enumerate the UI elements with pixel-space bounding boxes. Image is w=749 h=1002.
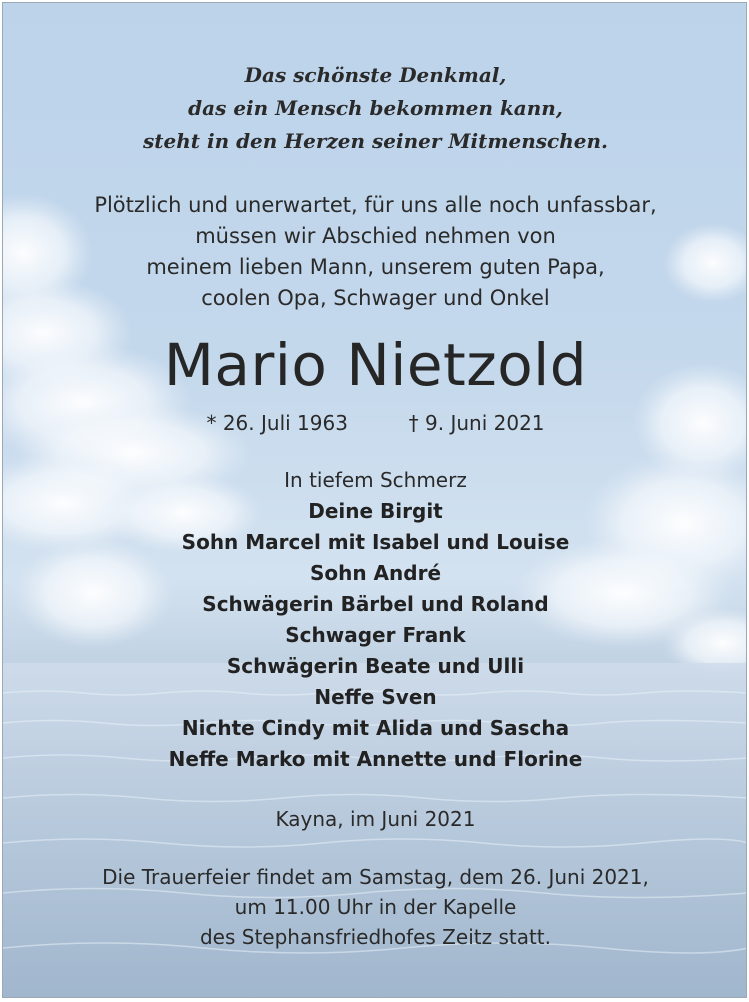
mourner-4: Schwägerin Bärbel und Roland — [202, 592, 549, 616]
life-dates — [3, 411, 747, 435]
quote-line-3: steht in den Herzen seiner Mitmenschen. — [143, 129, 608, 153]
quote-line-1: Das schönste Denkmal, — [244, 63, 507, 87]
intro-line-3: meinem lieben Mann, unserem guten Papa, — [146, 255, 605, 279]
quote-line-2: das ein Mensch bekommen kann, — [188, 96, 563, 120]
death-date: † 9. Juni 2021 — [408, 411, 545, 435]
mourner-6: Schwägerin Beate und Ulli — [226, 654, 525, 678]
mourner-3: Sohn André — [309, 561, 442, 585]
intro-line-1: Plötzlich und unerwartet, für uns alle noch unfassbar, — [94, 193, 657, 217]
place-date: Kayna, im Juni 2021 — [275, 807, 476, 831]
intro-line-4: coolen Opa, Schwager und Onkel — [201, 286, 550, 310]
deceased-name: Mario Nietzold — [163, 331, 588, 399]
funeral-line-2: um 11.00 Uhr in der Kapelle — [234, 895, 517, 919]
mourner-8: Nichte Cindy mit Alida und Sascha — [181, 716, 570, 740]
mourner-7: Neffe Sven — [314, 685, 437, 709]
birth-date: * 26. Juli 1963 — [206, 411, 348, 435]
funeral-line-1: Die Trauerfeier findet am Samstag, dem 26. Juni 2021, — [102, 865, 649, 889]
obituary-card — [2, 2, 747, 998]
mourner-2: Sohn Marcel mit Isabel und Louise — [181, 530, 570, 554]
obituary-text — [3, 3, 747, 998]
mourner-1: Deine Birgit — [308, 499, 443, 523]
mourners-intro: In tiefem Schmerz — [284, 468, 467, 492]
mourner-9: Neffe Marko mit Annette und Florine — [168, 747, 583, 771]
intro-line-2: müssen wir Abschied nehmen von — [195, 224, 556, 248]
mourner-5: Schwager Frank — [285, 623, 466, 647]
funeral-line-3: des Stephansfriedhofes Zeitz statt. — [199, 925, 551, 949]
